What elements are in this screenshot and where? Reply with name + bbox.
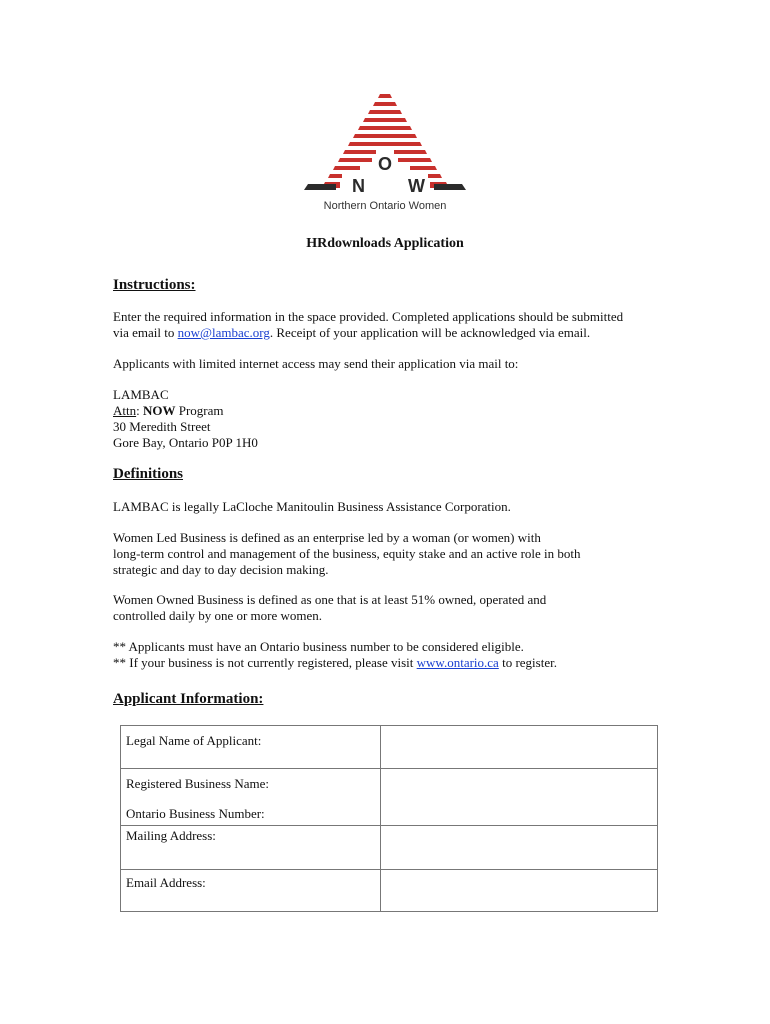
note-2-suffix: to register. bbox=[498, 655, 557, 670]
table-row bbox=[121, 826, 658, 870]
applicant-form-table bbox=[120, 725, 658, 912]
women-led-line-1: Women Led Business is defined as an enterprise led by a woman (or women) with bbox=[113, 530, 541, 545]
women-led-line-2: long-term control and management of the business, equity stake and an active role in both bbox=[113, 546, 581, 561]
address-org: LAMBAC bbox=[113, 387, 169, 402]
address-street: 30 Meredith Street bbox=[113, 419, 211, 434]
legal-name-label: Legal Name of Applicant: bbox=[126, 733, 262, 748]
business-name-label-cell bbox=[121, 769, 381, 826]
legal-name-field[interactable] bbox=[381, 726, 658, 769]
definition-lambac: LAMBAC is legally LaCloche Manitoulin Business Assistance Corporation. bbox=[113, 499, 511, 514]
attn-program-rest: Program bbox=[175, 403, 224, 418]
email-address-field[interactable] bbox=[381, 870, 658, 912]
table-row bbox=[121, 870, 658, 912]
business-name-field[interactable] bbox=[381, 769, 658, 826]
email-address-label: Email Address: bbox=[126, 875, 206, 890]
definition-women-led bbox=[113, 530, 673, 578]
business-number-label: Ontario Business Number: bbox=[126, 806, 265, 821]
women-owned-line-1: Women Owned Business is defined as one that is at least 51% owned, operated and bbox=[113, 592, 547, 607]
eligibility-note-1: ** Applicants must have an Ontario business number to be considered eligible. bbox=[113, 639, 524, 654]
logo-letter-w: W bbox=[408, 176, 425, 196]
table-row bbox=[121, 769, 658, 826]
ontario-link[interactable]: www.ontario.ca bbox=[416, 655, 499, 670]
eligibility-notes bbox=[113, 639, 673, 671]
now-logo bbox=[300, 88, 470, 220]
mailing-address-label: Mailing Address: bbox=[126, 828, 216, 843]
mailing-address-block bbox=[113, 387, 673, 451]
note-2-prefix: ** If your business is not currently registered, please visit bbox=[113, 655, 417, 670]
women-led-line-3: strategic and day to day decision making. bbox=[113, 562, 329, 577]
women-owned-line-2: controlled daily by one or more women. bbox=[113, 608, 323, 623]
email-label-cell bbox=[121, 870, 381, 912]
page-title: HRdownloads Application bbox=[306, 236, 464, 251]
attn-label: Attn bbox=[113, 403, 137, 418]
address-city: Gore Bay, Ontario P0P 1H0 bbox=[113, 435, 258, 450]
legal-name-label-cell bbox=[121, 726, 381, 769]
instructions-heading: Instructions: bbox=[113, 277, 196, 293]
address-attn: Attn: NOW Program bbox=[113, 403, 224, 418]
logo-letter-o: O bbox=[378, 154, 393, 174]
instructions-line-1: Enter the required information in the space provided. Completed applications should be submitted bbox=[113, 309, 624, 324]
logo-letter-n: N bbox=[352, 176, 365, 196]
eligibility-note-2 bbox=[113, 655, 673, 671]
definition-women-owned bbox=[113, 592, 673, 624]
attn-program-bold: NOW bbox=[143, 403, 176, 418]
mailing-address-label-cell bbox=[121, 826, 381, 870]
mailing-address-field[interactable] bbox=[381, 826, 658, 870]
instructions-line-2 bbox=[113, 325, 673, 341]
applicant-heading: Applicant Information: bbox=[113, 691, 264, 707]
triangle-logo-icon bbox=[300, 88, 470, 198]
table-row bbox=[121, 726, 658, 769]
logo-caption: Northern Ontario Women bbox=[323, 200, 447, 212]
instructions-text bbox=[113, 309, 673, 341]
business-name-label: Registered Business Name: bbox=[126, 776, 269, 791]
definitions-heading: Definitions bbox=[113, 466, 184, 482]
email-link[interactable]: now@lambac.org bbox=[177, 325, 270, 340]
instructions-line-2-prefix: via email to bbox=[113, 325, 178, 340]
instructions-line-2-suffix: . Receipt of your application will be acknowledged via email. bbox=[269, 325, 591, 340]
mail-note: Applicants with limited internet access may send their application via mail to: bbox=[113, 356, 519, 371]
